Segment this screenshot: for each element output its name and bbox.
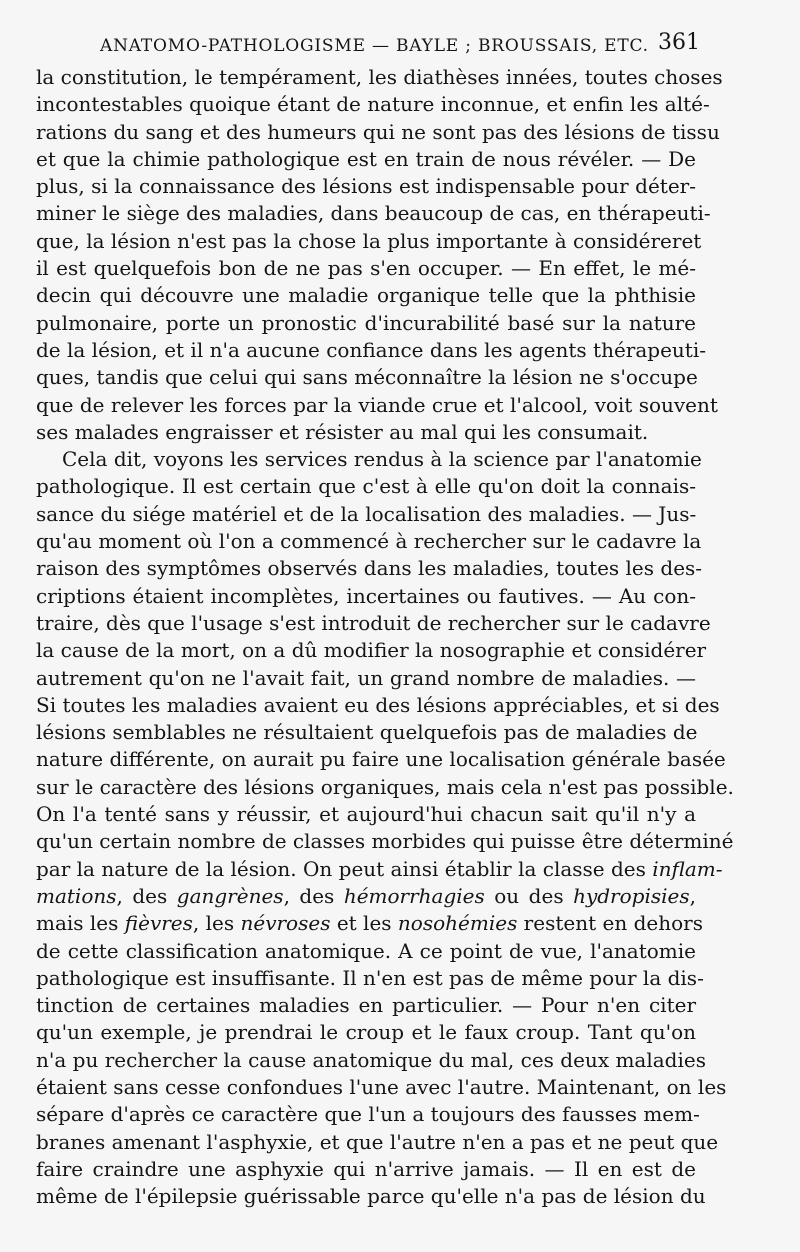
text-line: plus, si la connaissance des lésions est indispensable pour déter-: [36, 174, 696, 199]
text-line: criptions étaient incomplètes, incertaines ou fautives. — Au con-: [36, 583, 696, 608]
text-line: nature différente, on aurait pu faire une localisation générale basée: [36, 747, 726, 772]
text-line: tinction de certaines maladies en particulier. — Pour n'en citer: [36, 993, 696, 1018]
text-line: On l'a tenté sans y réussir, et aujourd'hui chacun sait qu'il n'y a: [36, 802, 696, 827]
text-line: pulmonaire, porte un pronostic d'incurabilité basé sur la nature: [36, 310, 696, 335]
text-line: pathologique. Il est certain que c'est à elle qu'on doit la connais-: [36, 474, 696, 499]
italic-term: hémorrhagies: [343, 883, 485, 908]
text-line: rations du sang et des humeurs qui ne sont pas des lésions de tissu: [36, 119, 720, 144]
body-text: [36, 64, 734, 1210]
italic-term: hydropisies: [573, 883, 690, 908]
text-line-with-emphasis: [36, 883, 696, 910]
text-line-with-emphasis: [36, 856, 723, 883]
text-line: et que la chimie pathologique est en train de nous révéler. — De: [36, 146, 696, 171]
text-line: qu'un certain nombre de classes morbides qui puisse être déterminé: [36, 829, 734, 854]
text-line: même de l'épilepsie guérissable parce qu'elle n'a pas de lésion du: [36, 1184, 706, 1209]
text-line: il est quelquefois bon de ne pas s'en occuper. — En effet, le mé-: [36, 256, 696, 281]
text-line: qu'au moment où l'on a commencé à rechercher sur le cadavre la: [36, 529, 702, 554]
running-head: [36, 28, 700, 64]
text-line: la cause de la mort, on a dû modifier la nosographie et considérer: [36, 638, 707, 663]
text-line: sur le caractère des lésions organiques, mais cela n'est pas possible.: [36, 774, 734, 799]
text-line-with-emphasis: [36, 910, 703, 937]
text-line: pathologique est insuffisante. Il n'en est pas de même pour la dis-: [36, 965, 704, 990]
text-line: autrement qu'on ne l'avait fait, un grand nombre de maladies. —: [36, 665, 696, 690]
text-line: étaient sans cesse confondues l'une avec l'autre. Maintenant, on les: [36, 1074, 727, 1099]
text-fragment: mais les: [36, 911, 125, 936]
text-fragment: ou des: [484, 883, 574, 908]
running-title: ANATOMO-PATHOLOGISME — BAYLE ; BROUSSAIS, ETC.: [100, 36, 649, 56]
italic-term: inflam-: [652, 856, 723, 881]
text-line: de cette classification anatomique. A ce point de vue, l'anatomie: [36, 938, 696, 963]
text-fragment: par la nature de la lésion. On peut ainsi établir la classe des: [36, 856, 653, 881]
text-line: ses malades engraisser et résister au mal qui les consumait.: [36, 419, 649, 444]
text-line: sépare d'après ce caractère que l'un a toujours des fausses mem-: [36, 1102, 700, 1127]
text-fragment: , les: [192, 911, 241, 936]
text-line: que, la lésion n'est pas la chose la plus importante à considéreret: [36, 228, 702, 253]
text-line: Cela dit, voyons les services rendus à la science par l'anatomie: [62, 447, 702, 472]
text-fragment: et les: [330, 911, 398, 936]
text-line: sance du siége matériel et de la localisation des maladies. — Jus-: [36, 501, 697, 526]
text-fragment: , des: [116, 883, 177, 908]
text-line: incontestables quoique étant de nature inconnue, et enfin les alté-: [36, 92, 710, 117]
text-line: la constitution, le tempérament, les diathèses innées, toutes choses: [36, 65, 723, 89]
text-line: de la lésion, et il n'a aucune confiance dans les agents thérapeuti-: [36, 337, 706, 362]
italic-term: névroses: [240, 911, 331, 936]
text-line: faire craindre une asphyxie qui n'arrive jamais. — Il en est de: [36, 1156, 696, 1181]
text-line: n'a pu rechercher la cause anatomique du mal, ces deux maladies: [36, 1047, 706, 1072]
text-line: traire, dès que l'usage s'est introduit de rechercher sur le cadavre: [36, 610, 711, 635]
page-number: 361: [658, 30, 700, 55]
italic-term: nosohémies: [397, 911, 518, 936]
text-line: lésions semblables ne résultaient quelquefois pas de maladies de: [36, 720, 698, 745]
text-line: branes amenant l'asphyxie, et que l'autre n'en a pas et ne peut que: [36, 1129, 719, 1154]
book-page: [36, 28, 734, 1238]
text-line: decin qui découvre une maladie organique telle que la phthisie: [36, 283, 696, 308]
italic-term: fièvres: [124, 911, 193, 936]
text-line: Si toutes les maladies avaient eu des lésions appréciables, et si des: [36, 692, 720, 717]
text-fragment: , des: [283, 883, 344, 908]
text-line: que de relever les forces par la viande crue et l'alcool, voit souvent: [36, 392, 718, 417]
text-line: ques, tandis que celui qui sans méconnaître la lésion ne s'occupe: [36, 365, 698, 390]
text-line: miner le siège des maladies, dans beaucoup de cas, en thérapeuti-: [36, 201, 711, 226]
text-line: qu'un exemple, je prendrai le croup et le faux croup. Tant qu'on: [36, 1020, 696, 1045]
text-line: raison des symptômes observés dans les maladies, toutes les des-: [36, 556, 703, 581]
text-fragment: ,: [689, 883, 696, 908]
italic-term: gangrènes: [176, 883, 284, 908]
text-fragment: restent en dehors: [517, 911, 703, 936]
italic-term: mations: [36, 883, 117, 908]
